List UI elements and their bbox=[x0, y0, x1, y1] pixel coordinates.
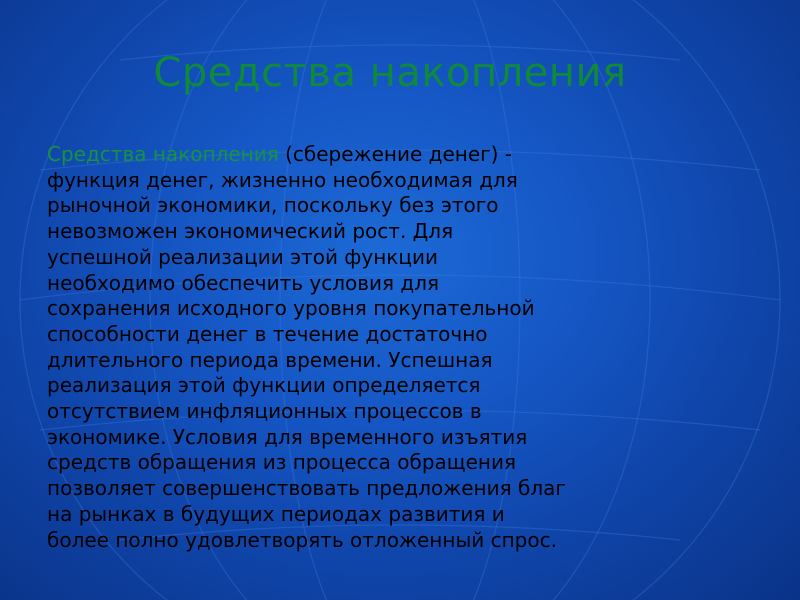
paragraph-line: экономике. Условия для временного изъятия bbox=[47, 424, 528, 449]
paragraph-line: сохранения исходного уровня покупательной bbox=[47, 296, 535, 321]
paragraph-line: невозможен экономический рост. Для bbox=[47, 219, 454, 244]
highlighted-term: Средства накопления bbox=[47, 142, 279, 166]
paragraph-line: длительного периода времени. Успешная bbox=[47, 347, 493, 372]
paragraph-line: рыночной экономики, поскольку без этого bbox=[47, 193, 499, 218]
paragraph-line: необходимо обеспечить условия для bbox=[47, 270, 440, 295]
paragraph-line: на рынках в будущих периодах развития и bbox=[47, 501, 505, 526]
paragraph-line: средств обращения из процесса обращения bbox=[47, 450, 517, 475]
paragraph-line: успешной реализации этой функции bbox=[47, 244, 438, 269]
paragraph-line: функция денег, жизненно необходимая для bbox=[47, 167, 518, 192]
paragraph-line: более полно удовлетворять отложенный спрос. bbox=[47, 527, 557, 552]
paragraph-line: отсутствием инфляционных процессов в bbox=[47, 399, 482, 424]
paragraph-line: позволяет совершенствовать предложения благ bbox=[47, 476, 566, 501]
body-paragraph bbox=[47, 142, 767, 553]
paragraph-line: способности денег в течение достаточно bbox=[47, 321, 488, 346]
paragraph-line: реализация этой функции определяется bbox=[47, 373, 481, 398]
paragraph-line: (сбережение денег) - bbox=[278, 142, 513, 166]
slide-title: Средства накопления bbox=[153, 50, 627, 96]
